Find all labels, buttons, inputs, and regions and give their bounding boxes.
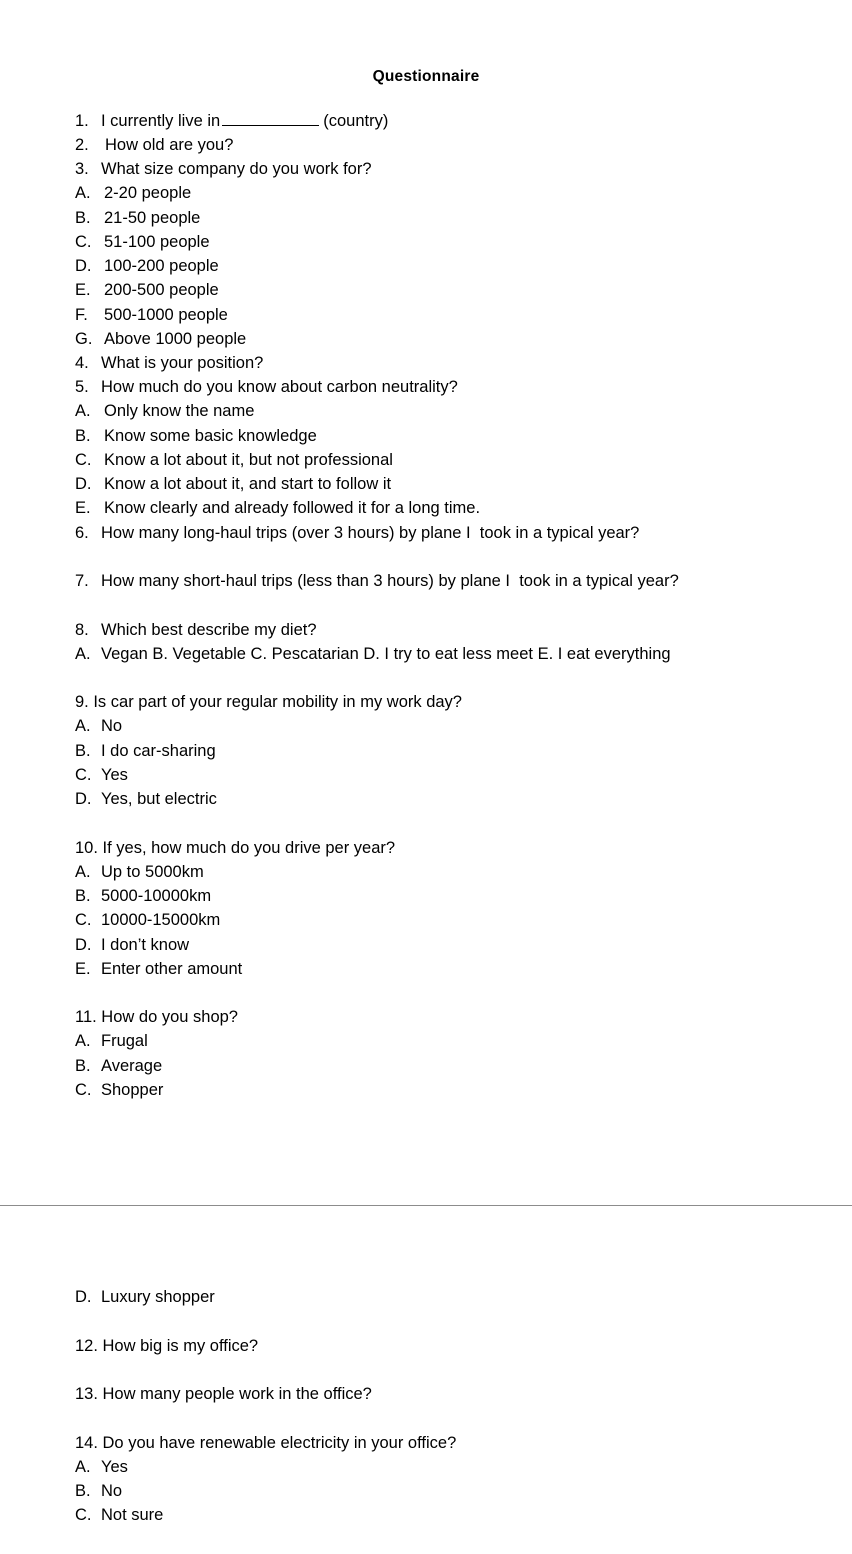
option-letter: C. — [75, 451, 92, 469]
option-11a — [75, 1031, 148, 1051]
option-10a — [75, 862, 204, 882]
option-text: 200-500 people — [104, 281, 219, 299]
option-3c — [75, 232, 210, 252]
option-text: Average — [101, 1057, 163, 1075]
question-10: 10. If yes, how much do you drive per year? — [75, 839, 396, 857]
option-5a — [75, 401, 254, 421]
option-text: Know a lot about it, but not professional — [104, 451, 393, 469]
option-text: Know clearly and already followed it for a long time. — [104, 499, 481, 517]
answer-blank-line[interactable] — [222, 112, 319, 126]
option-letter: E. — [75, 960, 91, 978]
option-text: Yes — [101, 1458, 128, 1476]
option-letter: F. — [75, 306, 88, 324]
question-number: 8. — [75, 621, 89, 639]
option-text: 10000-15000km — [101, 911, 221, 929]
option-letter: G. — [75, 330, 93, 348]
option-11c — [75, 1080, 163, 1100]
question-number: 1. — [75, 112, 89, 130]
option-text: Yes, but electric — [101, 790, 217, 808]
option-text: Only know the name — [104, 402, 255, 420]
option-letter: E. — [75, 499, 91, 517]
question-8 — [75, 620, 317, 640]
option-text: Know some basic knowledge — [104, 427, 317, 445]
question-number: 3. — [75, 160, 89, 178]
option-8-line — [75, 644, 671, 664]
option-text: No — [101, 717, 123, 735]
option-text: I do car-sharing — [101, 742, 216, 760]
option-letter: C. — [75, 911, 92, 929]
option-text: 51-100 people — [104, 233, 210, 251]
option-9d — [75, 789, 217, 809]
option-text: Shopper — [101, 1081, 164, 1099]
option-text: Enter other amount — [101, 960, 243, 978]
question-number: 5. — [75, 378, 89, 396]
option-10c — [75, 910, 220, 930]
option-text: Vegan B. Vegetable C. Pescatarian D. I try to eat less meet E. I eat everything — [101, 645, 671, 663]
option-text: 5000-10000km — [101, 887, 212, 905]
option-letter: A. — [75, 1458, 91, 1476]
question-7 — [75, 571, 679, 591]
option-3f — [75, 305, 228, 325]
option-letter: C. — [75, 233, 92, 251]
question-13: 13. How many people work in the office? — [75, 1385, 372, 1403]
option-10d — [75, 935, 189, 955]
question-text: How many short-haul trips (less than 3 hours) by plane I took in a typical year? — [101, 572, 679, 590]
option-3g — [75, 329, 246, 349]
question-text-suffix: (country) — [323, 112, 389, 130]
option-letter: D. — [75, 790, 92, 808]
option-text: Frugal — [101, 1032, 148, 1050]
option-letter: B. — [75, 427, 91, 445]
question-1 — [75, 111, 388, 131]
option-10b — [75, 886, 211, 906]
question-5 — [75, 377, 458, 397]
option-14c — [75, 1505, 163, 1525]
question-number: 7. — [75, 572, 89, 590]
question-12: 12. How big is my office? — [75, 1337, 259, 1355]
option-letter: D. — [75, 257, 92, 275]
page-2 — [0, 1206, 852, 1554]
question-text: How much do you know about carbon neutrality? — [101, 378, 458, 396]
option-5d — [75, 474, 391, 494]
option-text: 500-1000 people — [104, 306, 228, 324]
option-letter: E. — [75, 281, 91, 299]
option-text: Know a lot about it, and start to follow it — [104, 475, 392, 493]
question-11: 11. How do you shop? — [75, 1008, 238, 1026]
option-5e — [75, 498, 480, 518]
option-letter: A. — [75, 717, 91, 735]
question-text: Which best describe my diet? — [101, 621, 317, 639]
option-11d — [75, 1287, 215, 1307]
question-text: I currently live in — [101, 112, 221, 130]
option-text: Yes — [101, 766, 128, 784]
option-5b — [75, 426, 317, 446]
option-letter: B. — [75, 1482, 91, 1500]
option-letter: A. — [75, 402, 91, 420]
option-letter: C. — [75, 1506, 92, 1524]
question-text: What size company do you work for? — [101, 160, 372, 178]
option-14b — [75, 1481, 122, 1501]
option-9c — [75, 765, 128, 785]
option-text: I don’t know — [101, 936, 190, 954]
question-text: How old are you? — [105, 136, 234, 154]
option-letter: A. — [75, 645, 91, 663]
option-9a — [75, 716, 122, 736]
option-letter: B. — [75, 209, 91, 227]
option-text: Not sure — [101, 1506, 164, 1524]
option-10e — [75, 959, 242, 979]
question-text: How many long-haul trips (over 3 hours) by plane I took in a typical year? — [101, 524, 640, 542]
question-number: 4. — [75, 354, 89, 372]
option-letter: D. — [75, 936, 92, 954]
question-14: 14. Do you have renewable electricity in your office? — [75, 1434, 457, 1452]
option-letter: A. — [75, 1032, 91, 1050]
option-letter: D. — [75, 1288, 92, 1306]
document-title: Questionnaire — [372, 68, 480, 85]
option-3e — [75, 280, 219, 300]
option-letter: B. — [75, 887, 91, 905]
option-9b — [75, 741, 216, 761]
option-text: No — [101, 1482, 123, 1500]
question-6 — [75, 523, 639, 543]
option-text: 100-200 people — [104, 257, 219, 275]
question-2 — [75, 135, 233, 155]
option-11b — [75, 1056, 162, 1076]
option-text: Luxury shopper — [101, 1288, 215, 1306]
question-4 — [75, 353, 263, 373]
option-14a — [75, 1457, 128, 1477]
question-number: 6. — [75, 524, 89, 542]
option-letter: C. — [75, 1081, 92, 1099]
option-5c — [75, 450, 393, 470]
option-letter: D. — [75, 475, 92, 493]
option-letter: A. — [75, 184, 91, 202]
question-9: 9. Is car part of your regular mobility in my work day? — [75, 693, 462, 711]
option-text: 2-20 people — [104, 184, 192, 202]
option-letter: B. — [75, 1057, 91, 1075]
question-text: What is your position? — [101, 354, 264, 372]
option-3b — [75, 208, 200, 228]
option-letter: A. — [75, 863, 91, 881]
option-letter: B. — [75, 742, 91, 760]
option-text: Above 1000 people — [104, 330, 247, 348]
option-3a — [75, 183, 191, 203]
question-3 — [75, 159, 372, 179]
question-number: 2. — [75, 136, 89, 154]
option-text: Up to 5000km — [101, 863, 204, 881]
option-3d — [75, 256, 219, 276]
option-letter: C. — [75, 766, 92, 784]
option-text: 21-50 people — [104, 209, 201, 227]
